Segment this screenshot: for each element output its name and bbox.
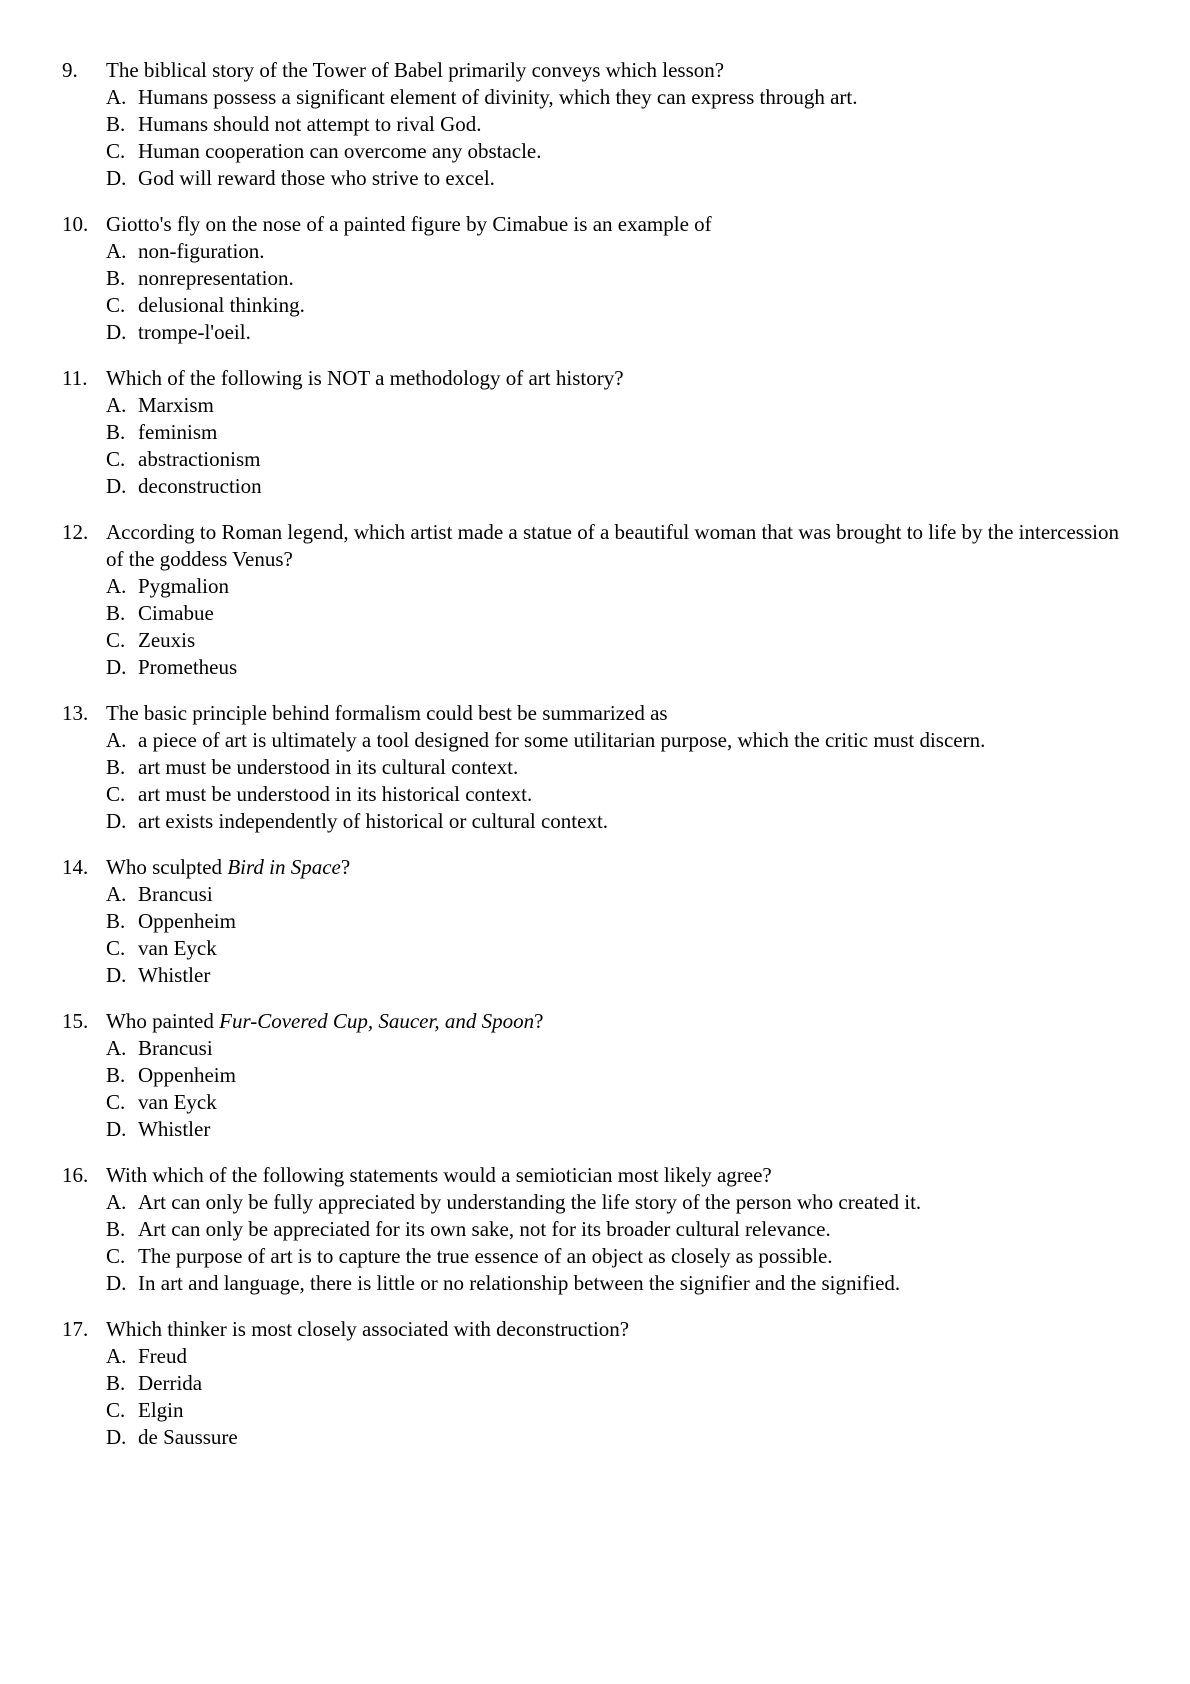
answer-option xyxy=(0,808,1190,835)
question-text: Giotto's fly on the nose of a painted figure by Cimabue is an example of xyxy=(106,212,712,236)
option-letter: B. xyxy=(106,601,126,625)
option-letter: B. xyxy=(106,1371,126,1395)
option-letter: D. xyxy=(106,1271,127,1295)
answer-option xyxy=(0,600,1190,627)
answer-option xyxy=(0,392,1190,419)
question-text: Which thinker is most closely associated with deconstruction? xyxy=(106,1317,630,1341)
answer-option xyxy=(0,265,1190,292)
option-text: Marxism xyxy=(138,393,214,417)
option-text: Oppenheim xyxy=(138,1063,236,1087)
answer-option xyxy=(0,1189,1190,1216)
answer-option xyxy=(0,165,1190,192)
option-text: Art can only be fully appreciated by understanding the life story of the person who created it. xyxy=(138,1190,922,1214)
option-text: Elgin xyxy=(138,1398,184,1422)
question-text xyxy=(106,854,1190,881)
option-text: God will reward those who strive to excel. xyxy=(138,166,495,190)
answer-option xyxy=(0,781,1190,808)
question-number: 12. xyxy=(62,520,89,544)
option-text: van Eyck xyxy=(138,936,217,960)
question-text: Which of the following is NOT a methodology of art history? xyxy=(106,366,624,390)
option-letter: B. xyxy=(106,420,126,444)
option-text: abstractionism xyxy=(138,447,261,471)
option-letter: C. xyxy=(106,628,126,652)
answer-option xyxy=(0,1116,1190,1143)
option-letter: C. xyxy=(106,782,126,806)
question-9 xyxy=(0,57,1190,192)
answer-option xyxy=(0,319,1190,346)
question-14 xyxy=(0,854,1190,989)
option-text: trompe-l'oeil. xyxy=(138,320,251,344)
answer-option xyxy=(0,419,1190,446)
question-text-start: Who painted xyxy=(106,1009,220,1033)
option-text: a piece of art is ultimately a tool designed for some utilitarian purpose, which the critic must discern. xyxy=(138,728,986,752)
question-number: 17. xyxy=(62,1317,89,1341)
option-letter: A. xyxy=(106,1190,127,1214)
option-text: deconstruction xyxy=(138,474,262,498)
option-text: Humans possess a significant element of divinity, which they can express through art. xyxy=(138,85,858,109)
question-page xyxy=(0,57,1190,1470)
question-10 xyxy=(0,211,1190,346)
answer-option xyxy=(0,1343,1190,1370)
question-text: The basic principle behind formalism could best be summarized as xyxy=(106,701,668,725)
question-11 xyxy=(0,365,1190,500)
option-letter: B. xyxy=(106,112,126,136)
option-text: In art and language, there is little or no relationship between the signifier and the signified. xyxy=(138,1271,901,1295)
question-15 xyxy=(0,1008,1190,1143)
question-number: 13. xyxy=(62,701,89,725)
option-letter: C. xyxy=(106,139,126,163)
answer-option xyxy=(0,627,1190,654)
answer-option xyxy=(0,1424,1190,1451)
option-text: van Eyck xyxy=(138,1090,217,1114)
answer-option xyxy=(0,84,1190,111)
option-text: Zeuxis xyxy=(138,628,196,652)
answer-option xyxy=(0,238,1190,265)
option-letter: D. xyxy=(106,655,127,679)
answer-option xyxy=(0,908,1190,935)
answer-option xyxy=(0,1035,1190,1062)
option-text: Humans should not attempt to rival God. xyxy=(138,112,482,136)
answer-option xyxy=(0,1243,1190,1270)
option-letter: A. xyxy=(106,1344,127,1368)
option-text: art must be understood in its historical context. xyxy=(138,782,533,806)
option-letter: B. xyxy=(106,755,126,779)
answer-option xyxy=(0,292,1190,319)
question-number: 11. xyxy=(62,366,88,390)
option-letter: B. xyxy=(106,1063,126,1087)
option-text: Whistler xyxy=(138,1117,211,1141)
option-letter: C. xyxy=(106,1244,126,1268)
answer-option xyxy=(0,473,1190,500)
option-text: Freud xyxy=(138,1344,187,1368)
question-text-end: ? xyxy=(340,855,351,879)
option-letter: D. xyxy=(106,963,127,987)
answer-option xyxy=(0,881,1190,908)
answer-option xyxy=(0,754,1190,781)
option-letter: A. xyxy=(106,85,127,109)
option-letter: A. xyxy=(106,728,127,752)
option-letter: D. xyxy=(106,1425,127,1449)
answer-option xyxy=(0,1270,1190,1297)
question-17 xyxy=(0,1316,1190,1451)
answer-option xyxy=(0,727,1190,754)
option-letter: C. xyxy=(106,1090,126,1114)
question-16 xyxy=(0,1162,1190,1297)
answer-option xyxy=(0,1370,1190,1397)
question-number: 10. xyxy=(62,212,89,236)
option-letter: A. xyxy=(106,393,127,417)
question-number: 16. xyxy=(62,1163,89,1187)
answer-option xyxy=(0,962,1190,989)
option-text: The purpose of art is to capture the true essence of an object as closely as possible. xyxy=(138,1244,833,1268)
option-letter: D. xyxy=(106,474,127,498)
question-text-start: Who sculpted xyxy=(106,855,228,879)
option-letter: B. xyxy=(106,909,126,933)
option-text: Pygmalion xyxy=(138,574,230,598)
option-text: nonrepresentation. xyxy=(138,266,294,290)
question-text: The biblical story of the Tower of Babel primarily conveys which lesson? xyxy=(106,58,725,82)
option-text: Whistler xyxy=(138,963,211,987)
answer-option xyxy=(0,1062,1190,1089)
option-text: Oppenheim xyxy=(138,909,236,933)
option-letter: D. xyxy=(106,320,127,344)
option-text: feminism xyxy=(138,420,218,444)
option-text: Derrida xyxy=(138,1371,203,1395)
option-text: Art can only be appreciated for its own sake, not for its broader cultural relevance. xyxy=(138,1217,831,1241)
question-text: According to Roman legend, which artist made a statue of a beautiful woman that was brought to life by the intercession of the goddess Venus? xyxy=(106,520,1119,571)
question-text xyxy=(106,1008,1190,1035)
option-text: de Saussure xyxy=(138,1425,238,1449)
answer-option xyxy=(0,654,1190,681)
question-text: With which of the following statements would a semiotician most likely agree? xyxy=(106,1163,772,1187)
option-text: art must be understood in its cultural context. xyxy=(138,755,519,779)
option-letter: C. xyxy=(106,293,126,317)
question-12 xyxy=(0,519,1190,681)
option-text: art exists independently of historical or cultural context. xyxy=(138,809,609,833)
option-letter: D. xyxy=(106,809,127,833)
option-text: Prometheus xyxy=(138,655,238,679)
answer-option xyxy=(0,1397,1190,1424)
option-letter: A. xyxy=(106,239,127,263)
question-number: 15. xyxy=(62,1009,89,1033)
question-text-end: ? xyxy=(534,1009,544,1033)
answer-option xyxy=(0,573,1190,600)
artwork-title: Fur-Covered Cup, Saucer, and Spoon xyxy=(219,1009,535,1033)
option-text: non-figuration. xyxy=(138,239,265,263)
option-letter: C. xyxy=(106,1398,126,1422)
answer-option xyxy=(0,111,1190,138)
question-number: 9. xyxy=(62,58,78,82)
answer-option xyxy=(0,1216,1190,1243)
option-text: Human cooperation can overcome any obstacle. xyxy=(138,139,542,163)
artwork-title: Bird in Space xyxy=(227,855,341,879)
question-13 xyxy=(0,700,1190,835)
option-letter: C. xyxy=(106,936,126,960)
question-number: 14. xyxy=(62,855,89,879)
option-letter: B. xyxy=(106,266,126,290)
option-letter: C. xyxy=(106,447,126,471)
option-text: Brancusi xyxy=(138,882,213,906)
answer-option xyxy=(0,138,1190,165)
option-letter: B. xyxy=(106,1217,126,1241)
answer-option xyxy=(0,446,1190,473)
answer-option xyxy=(0,935,1190,962)
option-letter: D. xyxy=(106,166,127,190)
answer-option xyxy=(0,1089,1190,1116)
option-letter: A. xyxy=(106,1036,127,1060)
option-letter: A. xyxy=(106,882,127,906)
option-text: Cimabue xyxy=(138,601,214,625)
option-text: Brancusi xyxy=(138,1036,213,1060)
option-letter: A. xyxy=(106,574,127,598)
option-text: delusional thinking. xyxy=(138,293,305,317)
option-letter: D. xyxy=(106,1117,127,1141)
